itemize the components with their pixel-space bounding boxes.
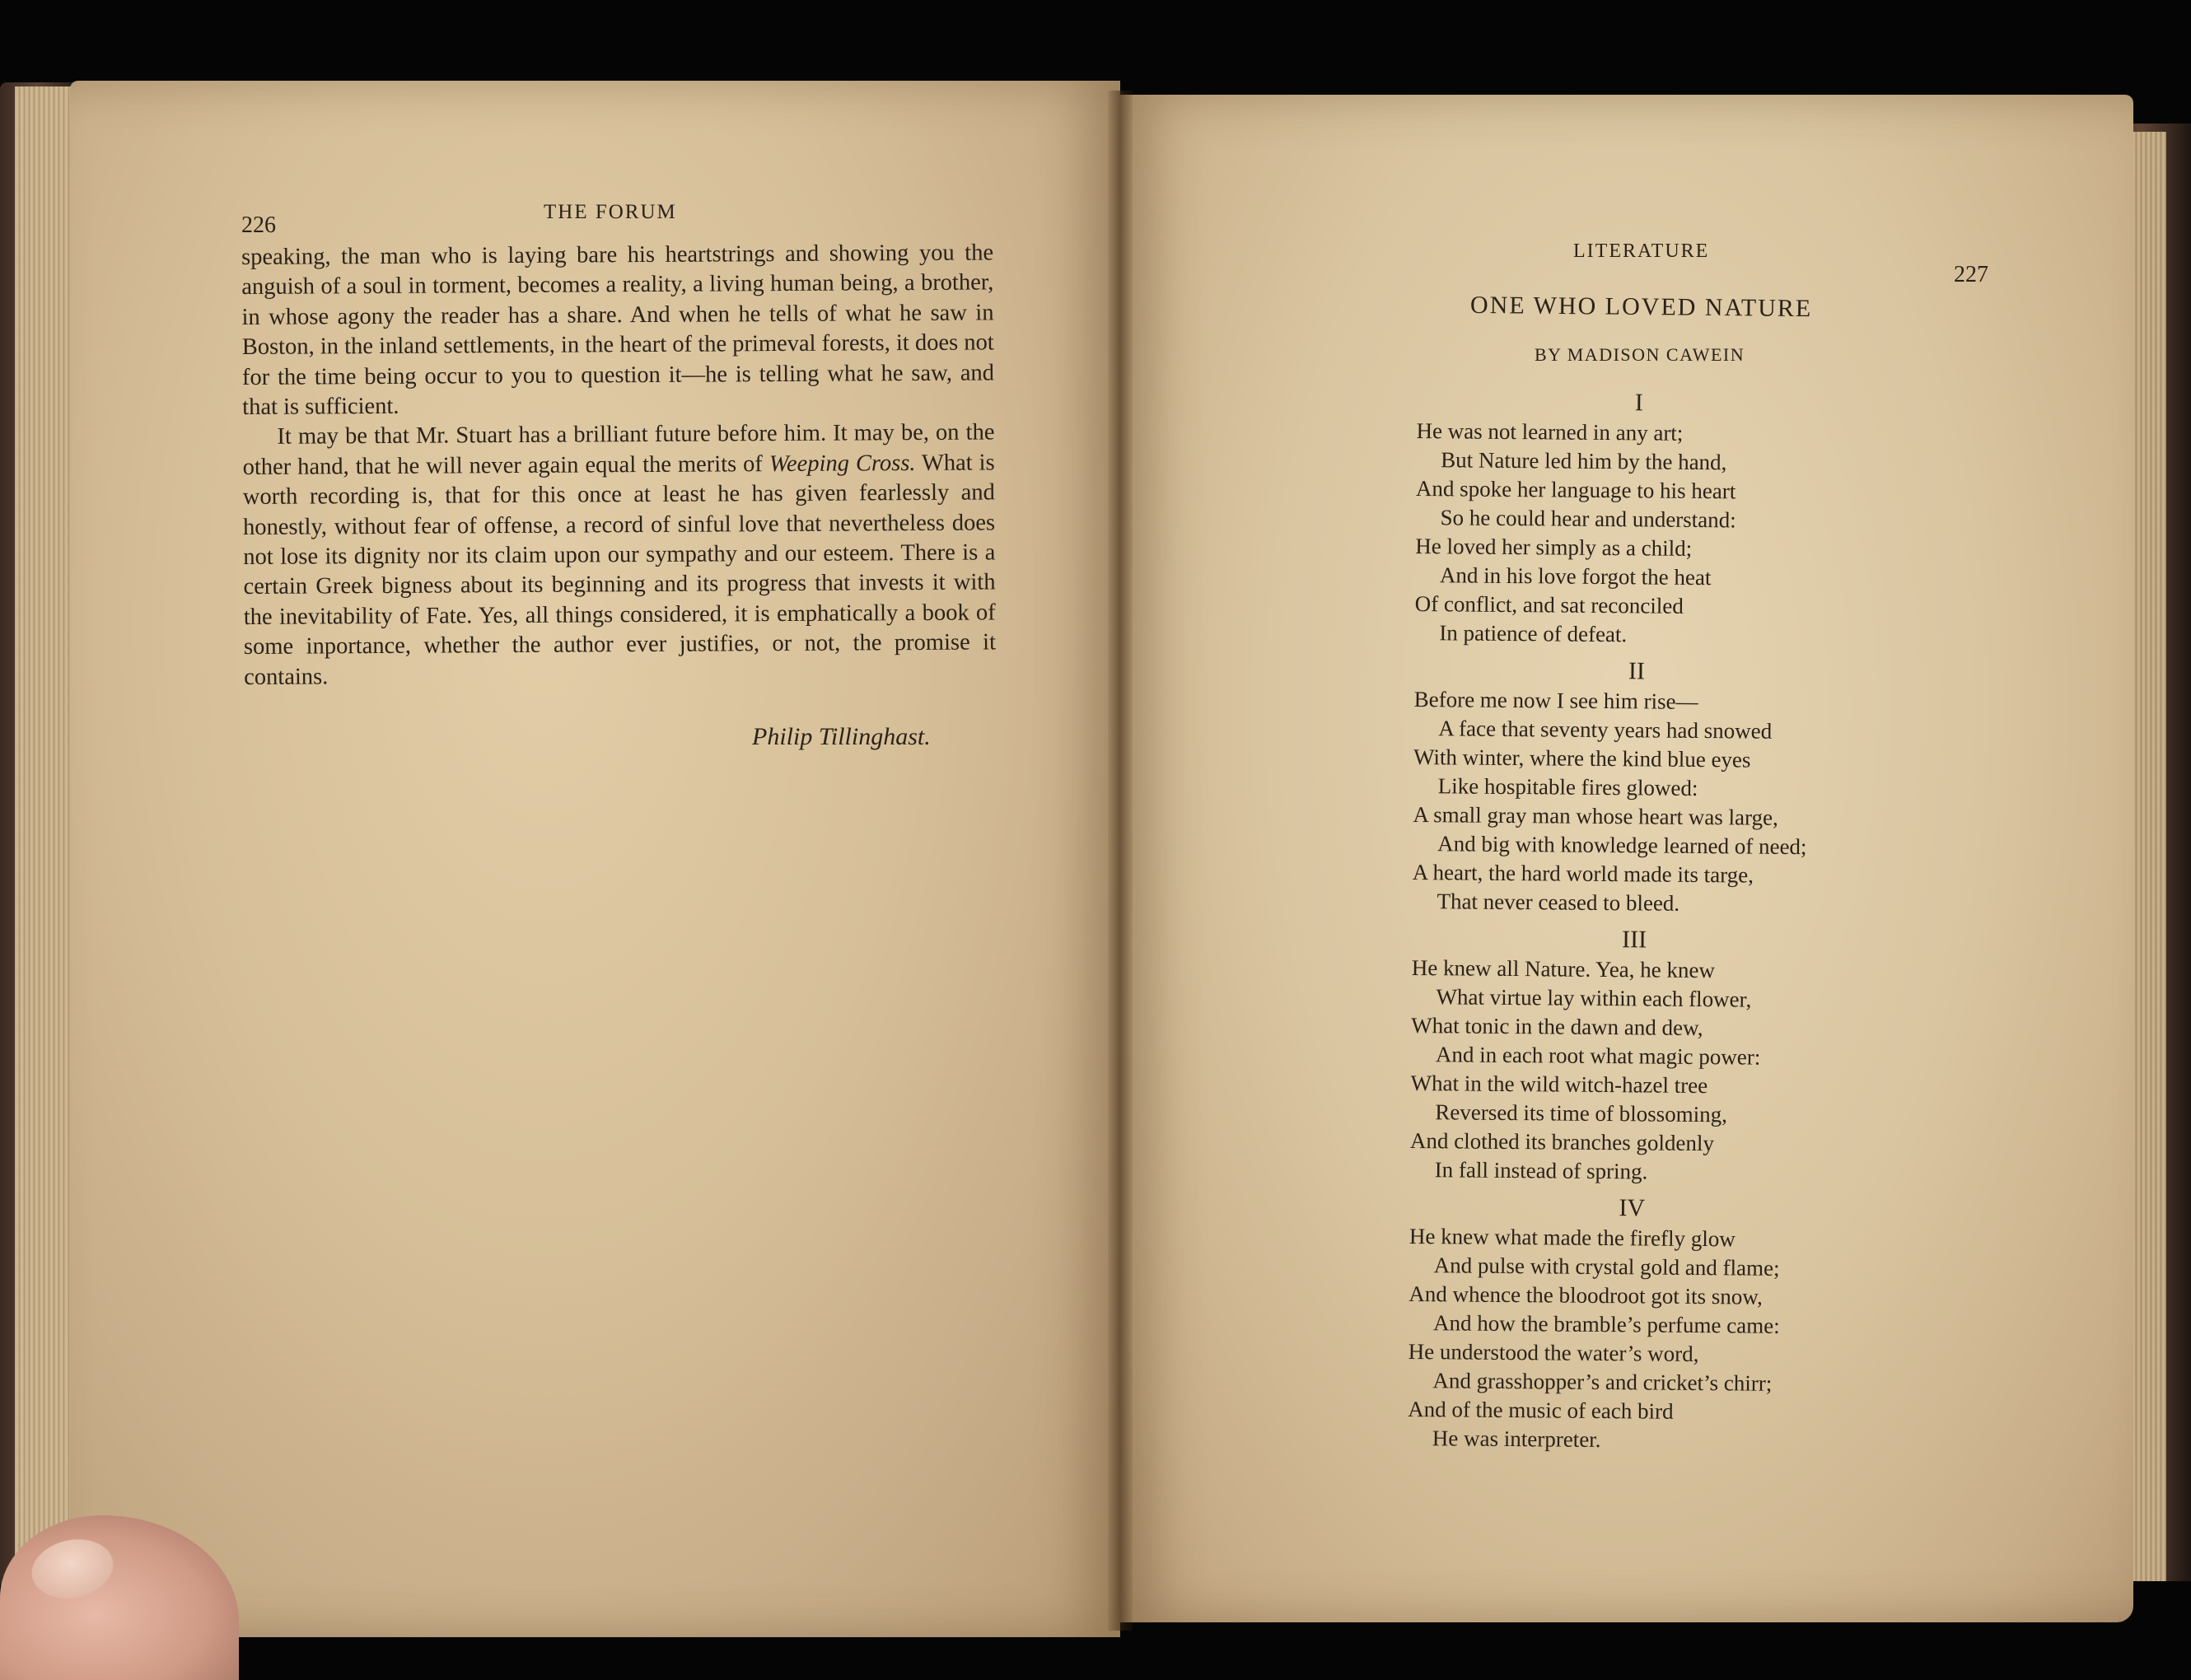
stanza-number: IV [1619, 1194, 1646, 1222]
poem-line: In patience of defeat. [1439, 620, 1628, 647]
poem-line: What in the wild witch-hazel tree [1410, 1070, 1708, 1099]
left-page-number: 226 [241, 212, 276, 238]
poem-stanza [1410, 922, 1890, 1188]
paragraph: speaking, the man who is laying bare his heartstrings and showing you the anguish of a soul in torment, becomes a reality, a living human being, a brother, in whose agony the reader has a share. And when he tells of what he saw in Boston, in the inland settlements, in the heart of the primeval forests, it does not for the time being occur to you to question it—he is telling what he saw, and that is sufficient. [241, 240, 995, 421]
left-running-head: THE FORUM [544, 201, 677, 223]
poem-line: He understood the water’s word, [1408, 1338, 1699, 1367]
poem-line: A face that seventy years had snowed [1438, 716, 1773, 744]
poem [1408, 385, 1894, 1463]
poem-stanza [1408, 1191, 1888, 1457]
right-page-number: 227 [1954, 262, 1988, 287]
poem-line: Of conflict, and sat reconciled [1414, 590, 1684, 618]
poem-line: A small gray man whose heart was large, [1413, 801, 1778, 830]
poem-line: So he could hear and understand: [1440, 505, 1736, 533]
book-gutter [1108, 91, 1133, 1631]
poem-line: He knew what made the firefly glow [1408, 1223, 1736, 1252]
paragraph-text: It may be that Mr. Stuart has a brilliant future before him. It may be, on the other hand, that he will never again equal the merits of [242, 419, 995, 480]
poem-line: And big with knowledge learned of need; [1437, 831, 1807, 860]
poem-line: In fall instead of spring. [1434, 1157, 1648, 1184]
poem-line: Like hospitable fires glowed: [1437, 773, 1698, 800]
stanza-number: III [1621, 926, 1647, 954]
poem-line: And grasshopper’s and cricket’s chirr; [1432, 1368, 1773, 1396]
poem-line: And of the music of each bird [1408, 1396, 1674, 1424]
poem-line: Reversed its time of blossoming, [1435, 1099, 1728, 1127]
poem-line: And pulse with crystal gold and flame; [1433, 1253, 1780, 1281]
page-edges-left [15, 86, 72, 1585]
right-running-head: LITERATURE [1573, 240, 1710, 262]
poem-line: What virtue lay within each flower, [1436, 984, 1752, 1012]
left-page-body [241, 238, 996, 693]
poem-line: And whence the bloodroot got its snow, [1408, 1281, 1763, 1309]
poem-line: He knew all Nature. Yea, he knew [1411, 954, 1716, 983]
poem-byline: BY MADISON CAWEIN [1535, 344, 1745, 365]
signature: Philip Tillinghast. [752, 723, 931, 750]
stanza-number: I [1634, 389, 1643, 417]
poem-stanza [1412, 654, 1892, 920]
poem-line: And how the bramble’s perfume came: [1432, 1310, 1780, 1338]
poem-line: And in each root what magic power: [1435, 1042, 1761, 1070]
poem-line: What tonic in the dawn and dew, [1411, 1012, 1703, 1041]
poem-line: And clothed its branches goldenly [1409, 1127, 1715, 1156]
poem-line: Before me now I see him rise— [1413, 686, 1698, 714]
poem-line: He was not learned in any art; [1416, 418, 1684, 446]
poem-title: ONE WHO LOVED NATURE [1469, 291, 1813, 323]
poem-line: A heart, the hard world made its targe, [1412, 859, 1754, 888]
paragraph [242, 418, 996, 693]
book-title-italic: Weeping Cross. [768, 450, 916, 477]
poem-line: And in his love forgot the heat [1439, 562, 1712, 590]
poem-line: That never ceased to bleed. [1437, 889, 1680, 916]
poem-line: With winter, where the kind blue eyes [1413, 744, 1751, 772]
poem-line: But Nature led him by the hand, [1441, 447, 1727, 475]
poem-line: He was interpreter. [1432, 1426, 1601, 1452]
stanza-number: II [1628, 657, 1646, 685]
paragraph-text: What is worth recording is, that for this once at least he has given fearlessly and honestly, without fear of offense, a record of sinful love that nevertheless does not lose its dignity nor its claim upon our sympathy and our esteem. There is a certain Greek bigness about its beginning and its progress that invests it with the inevitability of Fate. Yes, all things considered, it is emphatically a book of some inportance, whether the author ever justifies, or not, the promise it contains. [242, 450, 997, 690]
poem-line: And spoke her language to his heart [1415, 475, 1736, 504]
poem-stanza [1414, 385, 1894, 651]
poem-line: He loved her simply as a child; [1415, 533, 1693, 561]
